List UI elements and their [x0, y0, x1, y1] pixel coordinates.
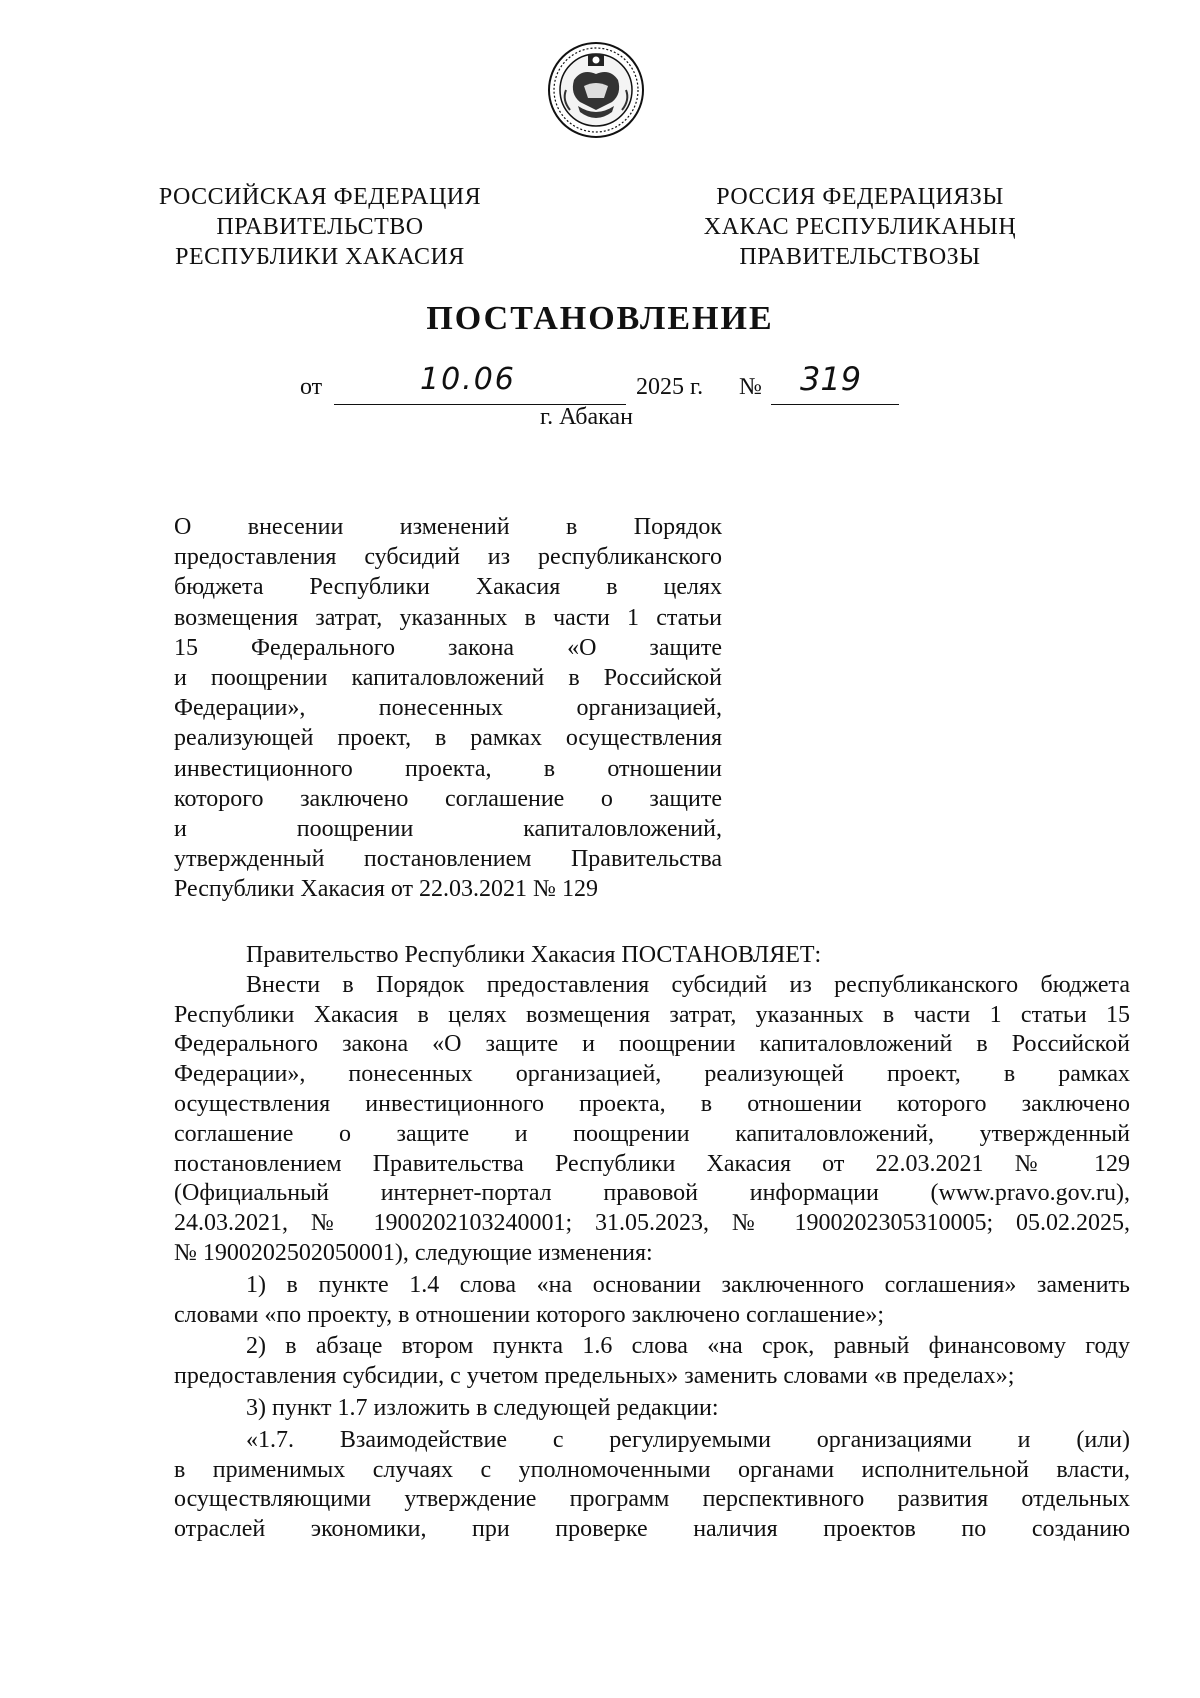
date-handwritten-value: 10.06: [420, 362, 516, 397]
item-1-line: 1) в пункте 1.4 слова «на основании заключенного соглашения» заменить: [246, 1271, 1130, 1298]
dateline: [0, 360, 1200, 408]
main-paragraph-line: Федерации», понесенных организацией, реализующей проект, в рамках: [174, 1061, 1130, 1088]
subject-line: Федерации», понесенных организацией,: [174, 695, 722, 722]
header-right-khakas: [690, 182, 1030, 272]
subject-line: инвестиционного проекта, в отношении: [174, 755, 722, 782]
republic-of-khakassia-coat-of-arms-icon: [546, 40, 646, 140]
quote-line: осуществляющими утверждение программ перспективного развития отдельных: [174, 1486, 1130, 1513]
subject-line: О внесении изменений в Порядок: [174, 514, 722, 540]
header-right-line: ПРАВИТЕЛЬСТВОЗЫ: [739, 244, 981, 270]
subject-line: и поощрении капиталовложений,: [174, 816, 722, 843]
header-right-line: ХАКАС РЕСПУБЛИКАНЫҢ: [703, 214, 1017, 240]
subject-line: и поощрении капиталовложений в Российской: [174, 665, 722, 692]
document-title: ПОСТАНОВЛЕНИЕ: [426, 300, 774, 337]
number-handwritten-value: 319: [800, 360, 862, 398]
quote-line: «1.7. Взаимодействие с регулируемыми организациями и (или): [246, 1426, 1130, 1453]
quote-line: отраслей экономики, при проверке наличия проектов по созданию: [174, 1516, 1130, 1543]
subject-line: 15 Федерального закона «О защите: [174, 634, 722, 661]
item-2-line: 2) в абзаце втором пункта 1.6 слова «на срок, равный финансовому году: [246, 1333, 1130, 1360]
decree-line: Правительство Республики Хакасия ПОСТАНОВЛЯЕТ:: [246, 942, 822, 968]
header-left-russian: [150, 182, 490, 272]
subject-block: [174, 512, 722, 905]
item-3-line: 3) пункт 1.7 изложить в следующей редакции:: [246, 1394, 719, 1421]
quote-line: в применимых случаях с уполномоченными органами исполнительной власти,: [174, 1456, 1130, 1483]
main-paragraph-line: Федерального закона «О защите и поощрении капиталовложений в Российской: [174, 1031, 1130, 1058]
subject-line: предоставления субсидий из республиканского: [174, 544, 722, 571]
subject-line: реализующей проект, в рамках осуществления: [174, 725, 722, 752]
main-paragraph-line: (Официальный интернет-портал правовой информации (www.pravo.gov.ru),: [174, 1180, 1130, 1207]
main-paragraph-line: № 1900202502050001), следующие изменения:: [174, 1239, 653, 1266]
number-underline: [771, 404, 899, 405]
subject-line: бюджета Республики Хакасия в целях: [174, 574, 722, 601]
subject-line: утвержденный постановлением Правительства: [174, 846, 722, 873]
subject-line: которого заключено соглашение о защите: [174, 785, 722, 812]
header-left-line: РОССИЙСКАЯ ФЕДЕРАЦИЯ: [158, 184, 482, 210]
date-from-label: от: [300, 374, 323, 400]
main-paragraph-line: 24.03.2021, № 1900202103240001; 31.05.2023, № 1900202305310005; 05.02.2025,: [174, 1210, 1130, 1237]
header-left-line: ПРАВИТЕЛЬСТВО: [216, 214, 424, 240]
main-paragraph-line: осуществления инвестиционного проекта, в отношении которого заключено: [174, 1090, 1130, 1117]
item-2-line: предоставления субсидии, с учетом предельных» заменить словами «в пределах»;: [174, 1363, 1015, 1390]
header-left-line: РЕСПУБЛИКИ ХАКАСИЯ: [175, 244, 465, 270]
city-label: г. Абакан: [540, 404, 633, 430]
main-paragraph-line: соглашение о защите и поощрении капиталовложений, утвержденный: [174, 1120, 1130, 1147]
year-label: 2025 г.: [636, 374, 704, 400]
header-right-line: РОССИЯ ФЕДЕРАЦИЯЗЫ: [716, 184, 1004, 210]
subject-line: Республики Хакасия от 22.03.2021 № 129: [174, 876, 598, 903]
main-paragraph-line: Внести в Порядок предоставления субсидий из республиканского бюджета: [246, 971, 1130, 998]
main-paragraph-line: постановлением Правительства Республики Хакасия от 22.03.2021 № 129: [174, 1150, 1130, 1177]
subject-line: возмещения затрат, указанных в части 1 статьи: [174, 604, 722, 631]
document-body: [174, 941, 1130, 1545]
main-paragraph-line: Республики Хакасия в целях возмещения затрат, указанных в части 1 статьи 15: [174, 1001, 1130, 1028]
item-1-line: словами «по проекту, в отношении которого заключено соглашение»;: [174, 1301, 885, 1328]
number-label: №: [739, 374, 762, 400]
